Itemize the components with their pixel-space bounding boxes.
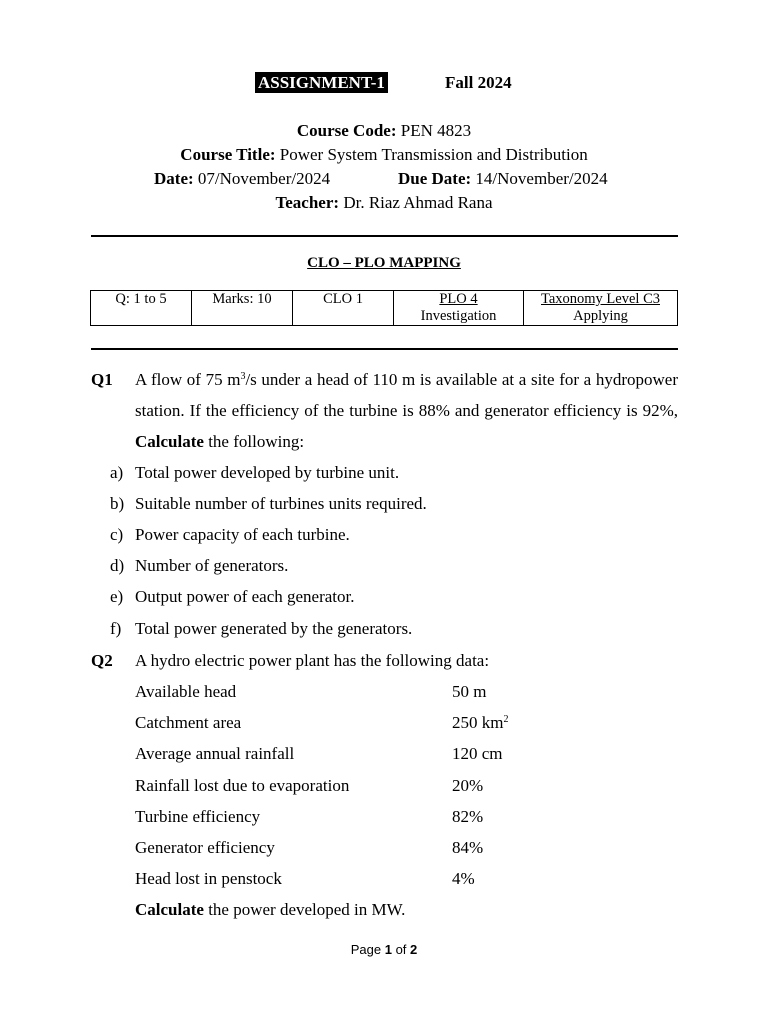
- q1-text-a: A flow of 75 m: [135, 370, 241, 389]
- clo-plo-table: [90, 290, 678, 326]
- item-text: Total power generated by the generators.: [135, 619, 413, 638]
- teacher-line: [0, 192, 768, 214]
- item-label: f): [110, 619, 122, 638]
- due-date-label: Due Date:: [398, 169, 472, 188]
- item-label: d): [110, 556, 125, 575]
- assignment-title: ASSIGNMENT-1: [255, 72, 388, 93]
- item-text: Total power developed by turbine unit.: [135, 463, 400, 482]
- item-label: e): [110, 587, 124, 606]
- course-title: Power System Transmission and Distribution: [279, 145, 588, 164]
- plo-desc: Investigation: [420, 308, 497, 324]
- taxonomy-label: Taxonomy Level C3: [541, 291, 660, 307]
- page-footer: [0, 942, 768, 957]
- item-text: Output power of each generator.: [135, 587, 355, 606]
- teacher-name: Dr. Riaz Ahmad Rana: [343, 193, 493, 212]
- list-item: [110, 555, 288, 577]
- marks-cell: Marks: 10: [192, 291, 293, 326]
- q2-calculate: Calculate: [135, 900, 204, 919]
- list-item: [110, 586, 355, 608]
- page-number: 1: [384, 942, 392, 957]
- item-label: b): [110, 494, 125, 513]
- divider-top: [91, 235, 678, 237]
- due-date-value: 14/November/2024: [475, 169, 608, 188]
- date-value: 07/November/2024: [197, 169, 331, 188]
- q2-calculate-rest: the power developed in MW.: [208, 900, 406, 919]
- taxonomy-desc: Applying: [573, 308, 628, 324]
- q2-number: Q2: [91, 651, 113, 670]
- table-row: [91, 291, 678, 326]
- page-total: 2: [410, 942, 418, 957]
- q1-calculate: Calculate: [135, 432, 204, 451]
- list-item: [110, 462, 399, 484]
- plo-label: PLO 4: [439, 291, 478, 307]
- date-label: Date:: [154, 169, 194, 188]
- course-code-label: Course Code:: [296, 121, 397, 140]
- clo-cell: CLO 1: [293, 291, 394, 326]
- q2-calculate-line: [135, 899, 405, 921]
- q1-sup: 3: [240, 371, 246, 382]
- course-title-label: Course Title:: [180, 145, 276, 164]
- teacher-label: Teacher:: [275, 193, 340, 212]
- data-row-value: 82%: [452, 807, 484, 826]
- data-row-label: Catchment area: [135, 713, 242, 732]
- q2-intro: A hydro electric power plant has the following data:: [135, 651, 490, 670]
- data-row-value: [452, 712, 508, 734]
- date-line: [154, 168, 330, 190]
- q1-text-c: the following:: [208, 432, 305, 451]
- term: Fall 2024: [445, 73, 512, 92]
- plo-cell: [394, 291, 524, 326]
- item-text: Power capacity of each turbine.: [135, 525, 350, 544]
- data-row-label: Turbine efficiency: [135, 807, 261, 826]
- list-item: [110, 524, 350, 546]
- data-row-value: 50 m: [452, 682, 487, 701]
- data-row-label: Rainfall lost due to evaporation: [135, 776, 350, 795]
- item-label: c): [110, 525, 124, 544]
- catchment-value: 250 km: [452, 713, 504, 732]
- q1-number: Q1: [91, 370, 113, 389]
- catchment-sup: 2: [503, 714, 509, 725]
- q1-text-b: /s under a head of 110 m is available at a site for a hydropower station. If the efficiency of the turbine is 88% and generator efficiency is 92%,: [135, 370, 678, 420]
- course-title-line: [0, 144, 768, 166]
- item-text: Number of generators.: [135, 556, 289, 575]
- item-text: Suitable number of turbines units required.: [135, 494, 427, 513]
- data-row-value: 120 cm: [452, 744, 503, 763]
- questions-cell: Q: 1 to 5: [91, 291, 192, 326]
- data-row-label: Available head: [135, 682, 237, 701]
- data-row-value: 20%: [452, 776, 484, 795]
- mapping-title: CLO – PLO MAPPING: [307, 255, 461, 271]
- course-code: PEN 4823: [400, 121, 472, 140]
- data-row-label: Head lost in penstock: [135, 869, 282, 888]
- data-row-label: Average annual rainfall: [135, 744, 295, 763]
- taxonomy-cell: [524, 291, 678, 326]
- item-label: a): [110, 463, 124, 482]
- course-code-line: [0, 120, 768, 142]
- q1-text: [135, 364, 678, 457]
- page-word: Page: [350, 942, 382, 957]
- data-row-value: 4%: [452, 869, 475, 888]
- of-word: of: [395, 942, 407, 957]
- data-row-label: Generator efficiency: [135, 838, 275, 857]
- data-row-value: 84%: [452, 838, 484, 857]
- list-item: [110, 618, 412, 640]
- due-date-line: [398, 168, 608, 190]
- divider-bottom: [91, 348, 678, 350]
- list-item: [110, 493, 427, 515]
